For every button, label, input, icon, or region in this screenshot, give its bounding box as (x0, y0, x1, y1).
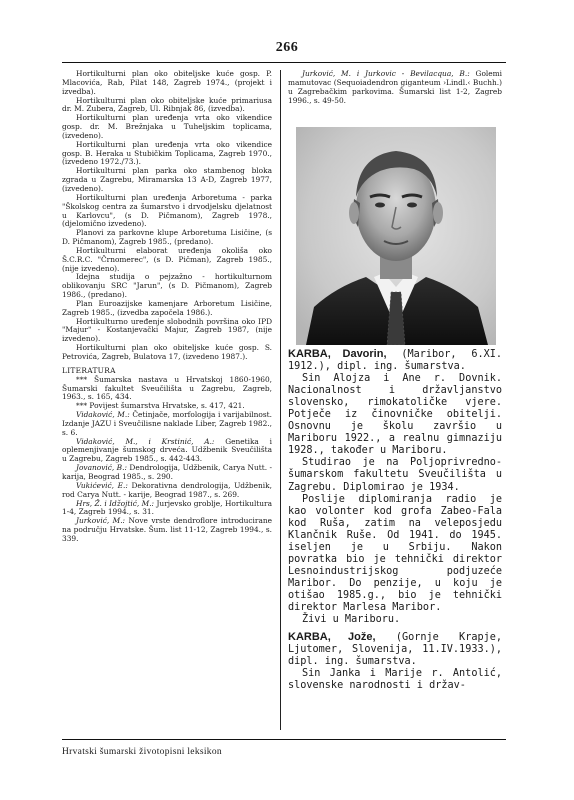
literature-heading: LITERATURA (62, 365, 116, 375)
project-item: Idejna studija o pejzažno - hortikulturnom oblikovanju SRC "Jarun", (s D. Pičmanom), Zagreb 1986., (predano). (62, 272, 272, 300)
literature-item (62, 411, 272, 438)
literature-text: *** Šumarska nastava u Hrvatskoj 1860-1960, Šumarski fakultet Sveučilišta u Zagrebu, Zagreb, 1963., s. 165, 434. (62, 374, 272, 402)
right-top-reference (288, 70, 502, 105)
literature-item (288, 70, 502, 105)
project-item: Hortikulturni plan oko obiteljske kuće primariusa dr. M. Zubera, Zagreb, Ul. Ribnjak 86, (izvedba). (62, 95, 272, 114)
entry-name: KARBA, Jože, (288, 631, 376, 644)
literature-item (62, 517, 272, 544)
left-column (62, 70, 272, 544)
column-separator (280, 70, 281, 730)
entry-paragraph: Studirao je na Poljoprivredno-šumarskom fakultetu Sveučilišta u Zagrebu. Diplomirao je 1934. (288, 457, 502, 493)
entry-paragraph: Sin Janka i Marije r. Antolić, slovenske narodnosti i držav- (288, 668, 502, 692)
project-item: Hortikulturni plan uređenja vrta oko vikendice gosp. B. Heraka u Stubičkim Toplicama, Zagreb 1970., (izvedeno 1972./73.). (62, 139, 272, 167)
portrait-photo (296, 127, 496, 345)
footer-title: Hrvatski šumarski životopisni leksikon (62, 747, 222, 757)
entry-intro: (Maribor, 6.XI. 1912.), dipl. ing. šumarstva. (288, 349, 502, 373)
project-item: Plan Euroazijske kamenjare Arboretum Lisičine, Zagreb 1985., (izvedba započela 1986.). (62, 298, 272, 317)
literature-item (62, 464, 272, 482)
page-number: 266 (275, 40, 299, 55)
project-item: Hortikulturni elaborat uređenja okoliša oko Š.C.R.C. "Črnomerec", (s D. Pičman), Zagreb 1985., (nije izvedeno). (62, 245, 272, 273)
literature-text: Golemi mamutovac (Sequoiadendron giganteum ›Lindl.‹ Buchh.) u Zagrebačkim parkovima. Šumarski list 1-2, Zagreb 1996., s. 49-50. (288, 69, 503, 105)
entry-paragraph: Živi u Mariboru. (302, 614, 401, 626)
literature-author: Jurković, M.: (76, 516, 126, 526)
entry-karba-davorin (288, 348, 502, 373)
literature-item (62, 482, 272, 500)
literature-author: Vidaković, M., i Krstinić, A.: (76, 436, 215, 446)
literature-author: Jurković, M. i Jurkovic - Bevilacqua, B.: (302, 69, 470, 78)
entry-paragraph: Poslije diplomiranja radio je kao volonter kod grofa Zabeo-Fala kod Ruša, zatim na veleposjedu Klančnik Ruše. Od 1941. do 1945. iseljen je u Srbiju. Nakon povratka bio je tehnički direktor Lesnoindustrijskog podjuzeće Maribor. Do penzije, u koju je otišao 1985.g., bio je tehnički direktor Marlesa Maribor. (288, 493, 502, 613)
project-item: Hortikulturni plan uređenja vrta oko vikendice gosp. dr. M. Brežnjaka u Tuheljskim toplicama, (izvedeno). (62, 113, 272, 140)
literature-author: Vidaković, M.: (76, 410, 130, 420)
footer-rule (62, 739, 506, 740)
literature-text: Genetika i oplemenjivanje šumskog drveća. Udžbenik Sveučilišta u Zagrebu, Zagreb 1985., s. 442-443. (62, 436, 272, 464)
entry-karba-joze (288, 631, 502, 668)
entry-name: KARBA, Davorin, (288, 348, 387, 360)
project-item: Hortikulturno uređenje slobodnih površina oko IPD "Majur" - Kostanjevački Majur, Zagreb 1987, (nije izvedeno). (62, 316, 272, 344)
literature-list (62, 376, 272, 544)
entry-paragraph: Sin Alojza i Ane r. Dovnik. Nacionalnost i državljanstvo slovensko, rimokatoličke vjere. Potječe iz činovničke obitelji. Osnovnu je školu završio u Mariboru 1922., a realnu gimnaziju 1928., također u Mariboru. (288, 373, 502, 457)
entry-intro: (Gornje Krapje, Ljutomer, Slovenija, 11.IV.1933.), dipl. ing. šumarstva. (288, 632, 502, 668)
project-item: Hortikulturni plan uređenja Arboretuma - parka "Školskog centra za šumarstvo i drvodjelsku djelatnost u Karlovcu", (s D. Pičmanom), Zagreb 1978., (djelomično izvedeno). (62, 192, 272, 229)
literature-text: Dendrologija, Udžbenik, Carya Nutt. - karija, Beograd 1985., s. 290. (62, 463, 272, 481)
project-item: Hortikulturni plan parka oko stambenog bloka zgrada u Zagrebu, Miramarska 13 A-D, Zagreb 1977, (izvedeno). (62, 166, 272, 193)
literature-text: Četinjače, morfologija i varijabilnost. Izdanje JAZU i Sveučilisne naklade Liber, Zagreb 1982., s. 6. (62, 410, 272, 437)
literature-item (62, 500, 272, 518)
biography-entries (288, 348, 502, 692)
project-item: Planovi za parkovne klupe Arboretuma Lisičine, (s D. Pičmanom), Zagreb 1985., (predano). (62, 228, 272, 247)
header-rule (62, 62, 506, 63)
literature-item (62, 376, 272, 403)
project-item: Hortikulturni plan oko obiteljske kuće gosp. P. Mlacovića, Rab, Pilat 148, Zagreb 1974., (projekt i izvedba). (62, 69, 272, 96)
literature-text: Dekorativna dendrologija, Udžbenik, rod Carya Nutt. - karije, Beograd 1987., s. 269. (62, 480, 272, 499)
literature-author: Vukićević, E.: (76, 480, 128, 490)
literature-text: *** Povijest šumarstva Hrvatske, s. 417, 421. (76, 401, 245, 411)
literature-item (62, 438, 272, 465)
project-item: Hortikulturni plan oko obiteljske kuće gosp. S. Petrovića, Zagreb, Bulatova 17, (izvedeno 1987.). (62, 343, 272, 361)
literature-author: Hrs, Ž. i Idžojtić, M.: (76, 498, 155, 508)
literature-author: Jovanović, B.: (76, 463, 127, 473)
literature-text: Jurjevsko groblje, Hortikultura 1-4, Zagreb 1994., s. 31. (62, 498, 272, 517)
literature-text: Nove vrste dendroflore introducirane na području Hrvatske. Šum. list 11-12, Zagreb 1994., s. 339. (62, 516, 272, 543)
